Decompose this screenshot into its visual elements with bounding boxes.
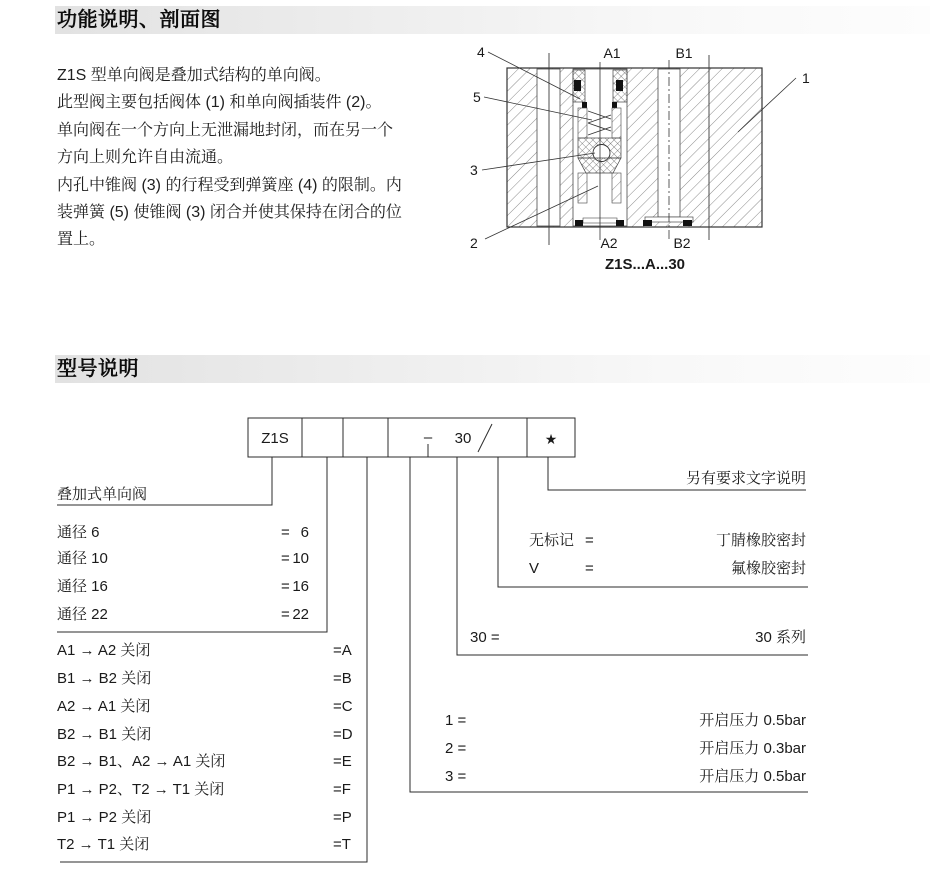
size-code: 6 — [300, 524, 309, 541]
closure-rows — [57, 642, 353, 853]
size-label: 通径 22 — [57, 606, 108, 623]
paragraph-line: 装弹簧 (5) 使锥阀 (3) 闭合并使其保持在闭合的位 — [57, 204, 402, 222]
svg-text:=: = — [281, 524, 290, 541]
paragraph-line: 置上。 — [57, 231, 106, 249]
svg-text:=: = — [281, 578, 290, 595]
callout-4: 4 — [477, 44, 485, 60]
closure-label: B1 → B2 关闭 — [57, 670, 152, 687]
size-code: 22 — [292, 606, 309, 623]
size-label: 通径 10 — [57, 550, 108, 567]
pressure-label: 开启压力 0.3bar — [699, 740, 806, 757]
closure-code: =B — [333, 670, 352, 687]
code-model: Z1S — [261, 430, 289, 447]
size-code: 16 — [292, 578, 309, 595]
svg-text:=: = — [585, 560, 594, 577]
size-rows — [57, 524, 309, 623]
callout-1: 1 — [802, 70, 810, 86]
stack-valve-label: 叠加式单向阀 — [57, 486, 148, 503]
closure-code: =D — [333, 726, 353, 743]
section-header-model — [55, 355, 930, 383]
paragraph-line: 此型阀主要包括阀体 (1) 和单向阀插装件 (2)。 — [57, 94, 382, 112]
closure-label: B2 → B1 关闭 — [57, 726, 152, 743]
paragraph-line: Z1S 型单向阀是叠加式结构的单向阀。 — [57, 67, 331, 84]
closure-code: =C — [333, 698, 353, 715]
size-label: 通径 6 — [57, 524, 100, 541]
seal-code: V — [529, 560, 540, 577]
code-box-row — [248, 418, 575, 457]
pressure-label: 开启压力 0.5bar — [699, 768, 806, 785]
closure-code: =E — [333, 753, 352, 770]
valve-sectional-drawing — [455, 30, 930, 285]
pressure-code: 3 = — [445, 768, 467, 785]
callout-5: 5 — [473, 89, 481, 105]
seal-label: 氟橡胶密封 — [730, 560, 806, 577]
seal-code: 无标记 — [529, 532, 575, 549]
code-series: 30 — [454, 430, 472, 447]
closure-label: A2 → A1 关闭 — [57, 698, 151, 715]
port-label-b1: B1 — [675, 45, 693, 61]
closure-label: P1 → P2 关闭 — [57, 809, 152, 826]
seal-label: 丁腈橡胶密封 — [715, 532, 806, 549]
code-dash: – — [423, 429, 433, 446]
closure-label: B2 → B1、A2 → A1 关闭 — [57, 753, 226, 770]
closure-code: =F — [333, 781, 351, 798]
svg-text:=: = — [281, 606, 290, 623]
pressure-code: 1 = — [445, 712, 467, 729]
closure-code: =T — [333, 836, 351, 853]
port-label-b2: B2 — [673, 235, 691, 251]
closure-label: T2 → T1 关闭 — [57, 836, 150, 853]
ordering-code-diagram — [40, 400, 930, 878]
pressure-code: 2 = — [445, 740, 467, 757]
paragraph-line: 单向阀在一个方向上无泄漏地封闭，而在另一个 — [57, 121, 394, 139]
seal-rows — [529, 531, 806, 577]
port-label-a2: A2 — [600, 235, 618, 251]
paragraph-line: 内孔中锥阀 (3) 的行程受到弹簧座 (4) 的限制。内 — [57, 176, 402, 194]
size-label: 通径 16 — [57, 578, 108, 595]
closure-code: =P — [333, 809, 352, 826]
function-description — [57, 62, 452, 254]
page-title: 功能说明、剖面图 — [57, 9, 221, 31]
series-row — [470, 629, 806, 646]
seal-ring — [616, 80, 623, 91]
port-label-a1: A1 — [603, 45, 621, 61]
closure-code: =A — [333, 642, 352, 659]
svg-text:=: = — [281, 550, 290, 567]
callout-2: 2 — [470, 235, 478, 251]
series-code: 30 = — [470, 629, 500, 646]
callout-3: 3 — [470, 162, 478, 178]
closure-label: A1 → A2 关闭 — [57, 642, 151, 659]
pressure-rows — [445, 712, 806, 785]
further-details-note: 另有要求文字说明 — [685, 470, 806, 487]
size-code: 10 — [292, 550, 309, 567]
pressure-label: 开启压力 0.5bar — [699, 712, 806, 729]
closure-label: P1 → P2、T2 → T1 关闭 — [57, 781, 225, 798]
series-label: 30 系列 — [755, 629, 806, 646]
seal-ring — [574, 80, 581, 91]
drawing-caption: Z1S...A...30 — [604, 256, 686, 273]
valve-body-block — [507, 68, 762, 227]
model-section-title: 型号说明 — [57, 358, 139, 380]
paragraph-line: 方向上则允许自由流通。 — [57, 149, 234, 167]
code-star: ★ — [544, 431, 558, 447]
connector-lines — [57, 457, 808, 862]
svg-text:=: = — [585, 532, 594, 549]
